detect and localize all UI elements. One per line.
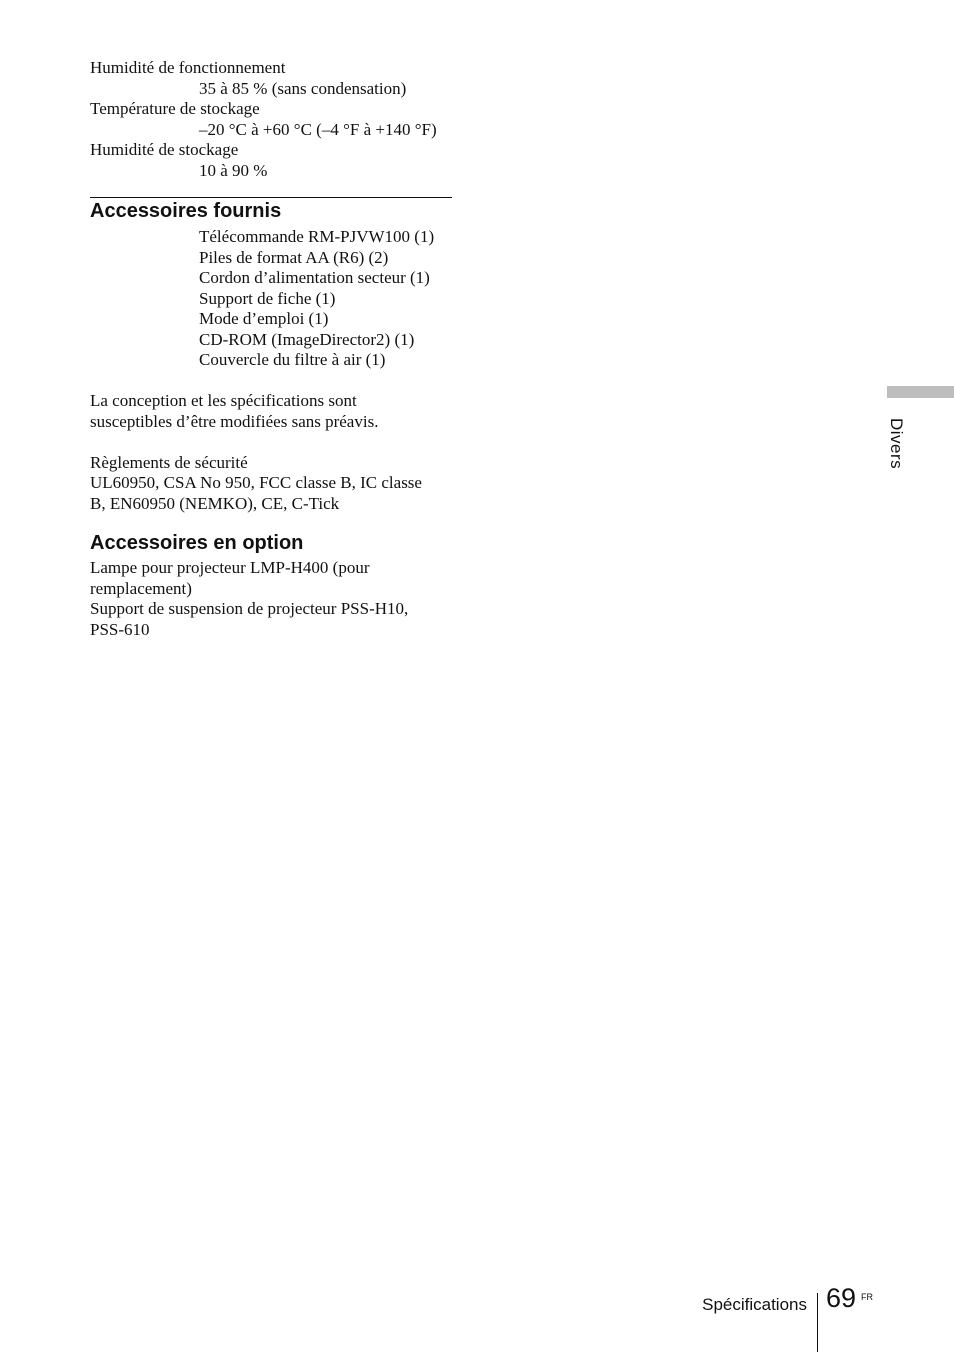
main-column: [90, 58, 452, 640]
safety-text: B, EN60950 (NEMKO), CE, C-Tick: [90, 493, 340, 513]
list-item: Support de fiche (1): [199, 288, 336, 308]
spec-value: 10 à 90 %: [199, 160, 268, 180]
footer-divider: [817, 1293, 818, 1352]
spec-label: Humidité de fonctionnement: [90, 58, 286, 77]
list-item: Télécommande RM-PJVW100 (1): [199, 227, 435, 246]
list-item: Cordon d’alimentation secteur (1): [199, 268, 430, 287]
option-text: PSS-610: [90, 619, 150, 639]
page-language: FR: [861, 1292, 873, 1302]
list-item: Mode d’emploi (1): [199, 309, 329, 328]
safety-text: UL60950, CSA No 950, FCC classe B, IC classe: [90, 473, 422, 492]
spec-label: Humidité de stockage: [90, 140, 239, 159]
list-item: Piles de format AA (R6) (2): [199, 247, 389, 267]
spec-label: Température de stockage: [90, 99, 260, 118]
list-item: Couvercle du filtre à air (1): [199, 350, 386, 369]
notice-text: La conception et les spécifications sont: [90, 391, 357, 410]
section-divider: [90, 197, 452, 198]
footer-section-title: Spécifications: [702, 1295, 807, 1314]
spec-value: –20 °C à +60 °C (–4 °F à +140 °F): [199, 119, 437, 139]
option-text: remplacement): [90, 578, 192, 598]
section-heading-accessories: Accessoires fournis: [90, 200, 282, 222]
notice-text: susceptibles d’être modifiées sans préavis.: [90, 411, 379, 431]
option-text: Lampe pour projecteur LMP-H400 (pour: [90, 558, 370, 577]
spec-value: 35 à 85 % (sans condensation): [199, 78, 407, 98]
section-side-label: Divers: [887, 418, 906, 470]
safety-text: Règlements de sécurité: [90, 452, 248, 472]
list-item: CD-ROM (ImageDirector2) (1): [199, 329, 415, 349]
section-tab-marker: [887, 386, 954, 398]
section-heading-options: Accessoires en option: [90, 532, 304, 554]
page-number: 69: [826, 1283, 857, 1313]
option-text: Support de suspension de projecteur PSS-H10,: [90, 599, 409, 618]
